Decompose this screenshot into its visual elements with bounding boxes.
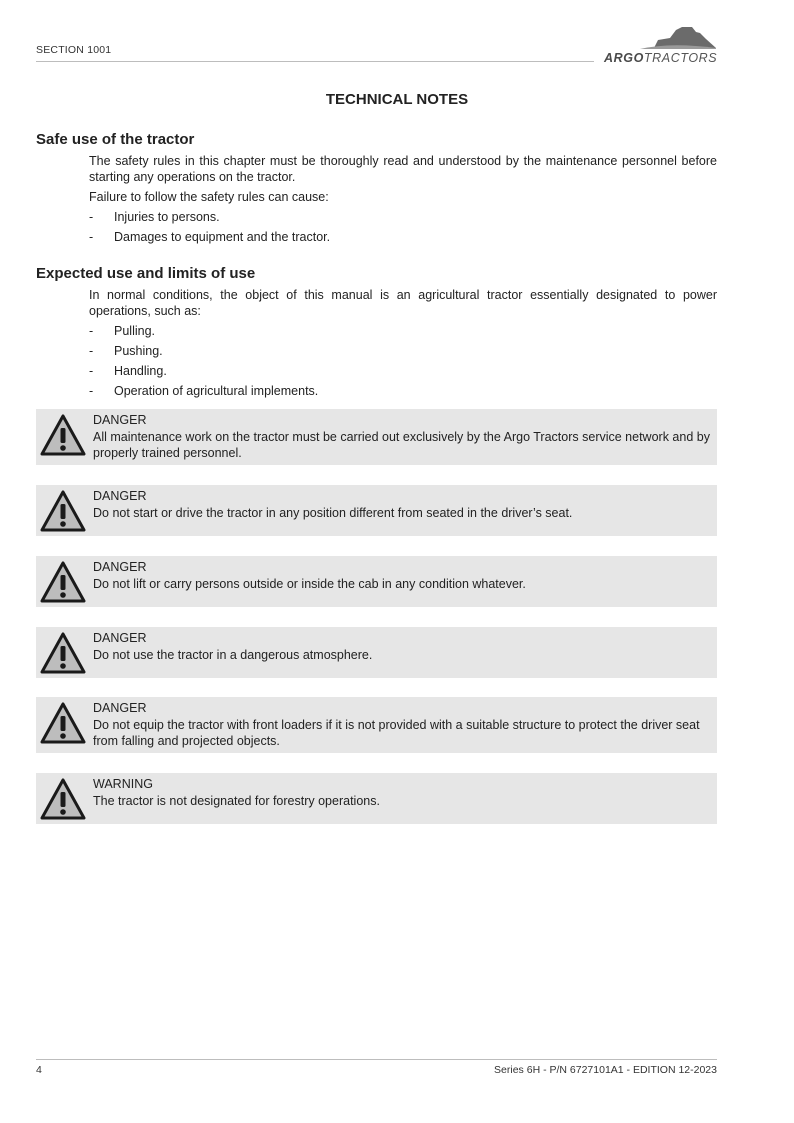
logo-wordmark: ARGOTRACTORS [604, 51, 718, 65]
warning-triangle-icon [40, 778, 86, 820]
edition-info: Series 6H - P/N 6727101A1 - EDITION 12-2023 [494, 1064, 717, 1076]
notice-type: DANGER [93, 631, 147, 645]
notice-type: DANGER [93, 413, 147, 427]
warning-triangle-icon [40, 490, 86, 532]
section-heading-expected-use: Expected use and limits of use [36, 265, 256, 282]
notice-type: DANGER [93, 489, 147, 503]
notice-type: DANGER [93, 701, 147, 715]
warning-triangle-icon [40, 702, 86, 744]
notice-type: WARNING [93, 777, 153, 791]
list-item: - Damages to equipment and the tractor. [89, 230, 331, 244]
notice-message: Do not start or drive the tractor in any position different from seated in the driver’s seat. [93, 505, 573, 520]
header-divider [36, 61, 594, 62]
warning-triangle-icon [40, 632, 86, 674]
notice-text [93, 412, 713, 462]
section-label: SECTION 1001 [36, 44, 112, 56]
notice-text [93, 700, 713, 750]
list-item: - Pulling. [89, 324, 155, 338]
page-number: 4 [36, 1064, 42, 1076]
notice-text [93, 776, 713, 809]
notice-message: All maintenance work on the tractor must be carried out exclusively by the Argo Tractors service network and by properly trained personnel. [93, 429, 710, 460]
safe-use-body [89, 153, 717, 249]
notice-message: Do not lift or carry persons outside or inside the cab in any condition whatever. [93, 576, 526, 591]
notice-message: Do not use the tractor in a dangerous atmosphere. [93, 647, 373, 662]
warning-triangle-icon [40, 414, 86, 456]
danger-notice [36, 556, 717, 607]
expected-use-list [89, 323, 717, 403]
expected-use-paragraph: In normal conditions, the object of this manual is an agricultural tractor essentially designated to power operations, such as: [89, 288, 717, 318]
safe-use-paragraph: The safety rules in this chapter must be thoroughly read and understood by the maintenance personnel before starting any operations on the tractor. [89, 154, 717, 184]
list-item: - Handling. [89, 364, 167, 378]
expected-use-body [89, 287, 717, 403]
danger-notice [36, 485, 717, 536]
warning-triangle-icon [40, 561, 86, 603]
warning-notice [36, 773, 717, 824]
tractor-silhouette-icon [640, 24, 716, 50]
notice-type: DANGER [93, 560, 147, 574]
notice-text [93, 488, 713, 521]
footer-divider [36, 1059, 717, 1060]
danger-notice [36, 409, 717, 465]
page-title: TECHNICAL NOTES [325, 91, 469, 108]
list-item: - Pushing. [89, 344, 163, 358]
notice-message: The tractor is not designated for forestry operations. [93, 793, 380, 808]
notice-text [93, 559, 713, 592]
list-item: - Operation of agricultural implements. [89, 384, 319, 398]
safe-use-paragraph: Failure to follow the safety rules can cause: [89, 190, 329, 204]
danger-notice [36, 697, 717, 753]
section-heading-safe-use: Safe use of the tractor [36, 131, 195, 148]
notice-text [93, 630, 713, 663]
list-item: - Injuries to persons. [89, 210, 220, 224]
argo-tractors-logo [600, 24, 720, 66]
safe-use-list [89, 209, 717, 249]
danger-notice [36, 627, 717, 678]
notice-message: Do not equip the tractor with front loaders if it is not provided with a suitable structure to protect the driver seat from falling and projected objects. [93, 717, 700, 748]
